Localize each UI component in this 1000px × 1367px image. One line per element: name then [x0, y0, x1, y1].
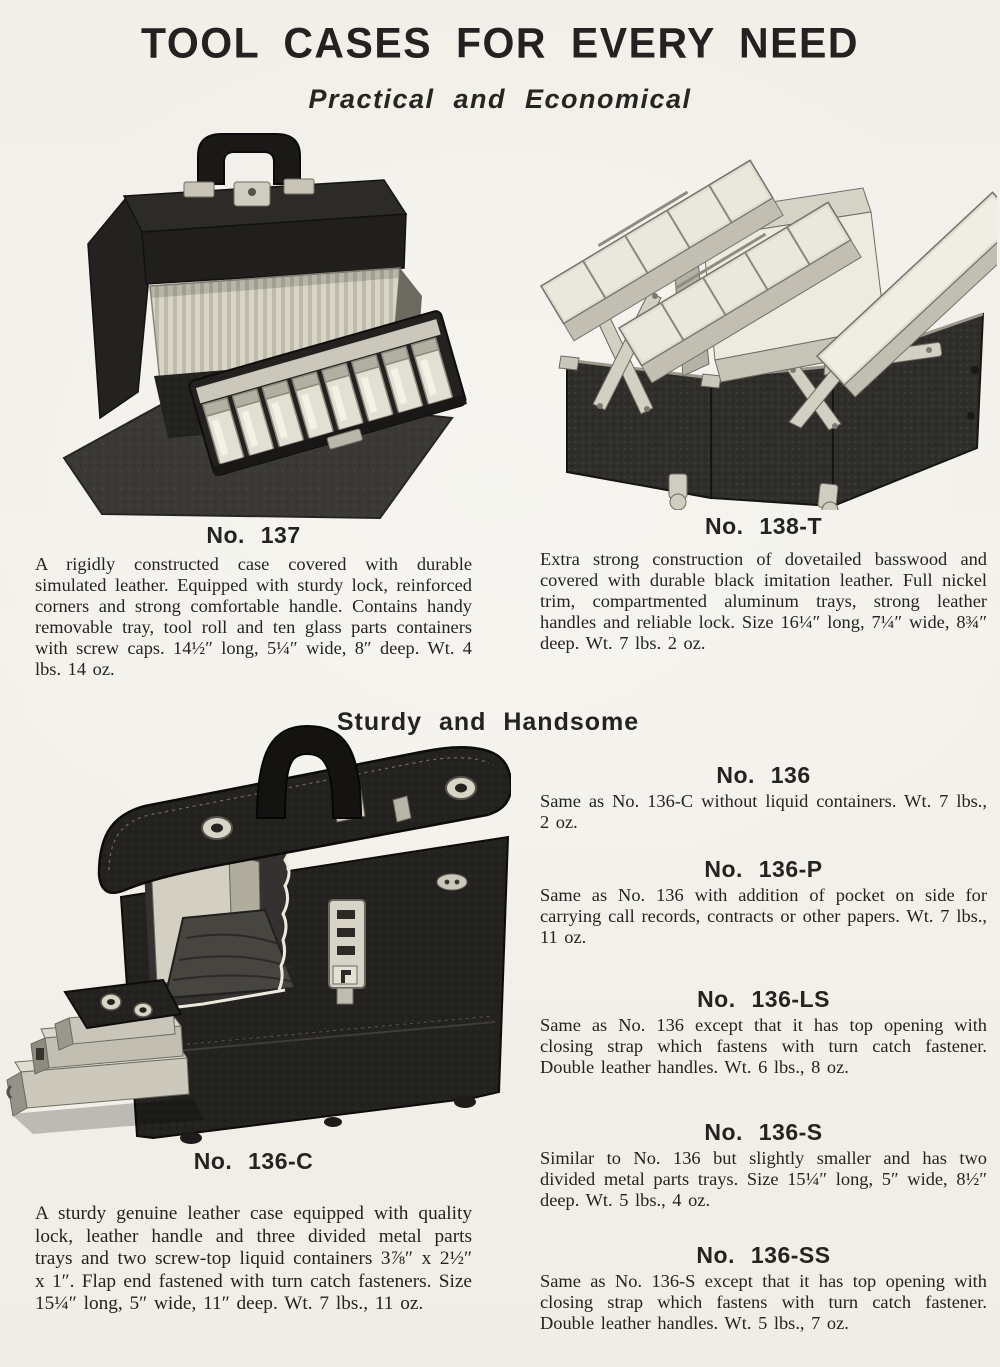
section-heading: Sturdy and Handsome: [336, 708, 640, 736]
product-description-136p: Same as No. 136 with addition of pocket on side for carrying call records, contracts or other papers. Wt. 7 lbs., 11 oz.: [540, 885, 987, 947]
product-name-136ls: No. 136-LS: [697, 986, 830, 1012]
product-description-136c: A sturdy genuine leather case equipped with quality lock, leather handle and three divided metal parts trays and two screw-top liquid containers 3⅞″ x 2½″ x 1″. Flap end fastened with turn catch fasteners. Size 15¼″ long, 5″ wide, 11″ deep. Wt. 7 lbs., 11 oz.: [35, 1203, 472, 1315]
page-subtitle: Practical and Economical: [308, 84, 692, 114]
page-title: TOOL CASES FOR EVERY NEED: [141, 19, 859, 67]
turn-catch-latch: [329, 900, 365, 1004]
brand-plate: [437, 874, 467, 890]
product-name-136: No. 136: [716, 762, 811, 788]
stepped-parts-trays: [7, 980, 203, 1134]
case-handle: [198, 134, 300, 184]
product-description-136ls: Same as No. 136 except that it has top opening with closing strap which fastens with turn catch fastener. Double leather handles. Wt. 6 lbs., 8 oz.: [540, 1015, 987, 1077]
product-description-138t: Extra strong construction of dovetailed basswood and covered with durable black imitation leather. Full nickel trim, compartmented aluminum trays, strong leather handles and reliable lock. Size 16¼″ long, 7¼″ wide, 8¾″ deep. Wt. 7 lbs. 2 oz.: [540, 549, 987, 653]
product-name-136s: No. 136-S: [704, 1119, 823, 1145]
product-photo-136c: [3, 722, 511, 1148]
product-photo-137: [38, 126, 478, 520]
product-name-136p: No. 136-P: [704, 856, 823, 882]
product-photo-138t: [525, 118, 997, 510]
tool-case-137-illustration: [38, 126, 478, 520]
product-description-136s: Similar to No. 136 but slightly smaller and has two divided metal parts trays. Size 15¼″ long, 5″ wide, 8½″ deep. Wt. 5 lbs., 4 oz.: [540, 1148, 987, 1210]
leather-case-136c-illustration: [3, 722, 511, 1148]
product-name-137: No. 137: [206, 522, 301, 548]
product-name-136c: No. 136-C: [193, 1148, 314, 1174]
product-description-136ss: Same as No. 136-S except that it has top opening with closing strap which fastens with turn catch fastener. Double leather handles. Wt. 5 lbs., 7 oz.: [540, 1271, 987, 1333]
tool-box-138t-illustration: [525, 118, 997, 510]
product-name-138t: No. 138-T: [704, 513, 823, 539]
product-description-136: Same as No. 136-C without liquid containers. Wt. 7 lbs., 2 oz.: [540, 791, 987, 832]
product-description-137: A rigidly constructed case covered with durable simulated leather. Equipped with sturdy lock, reinforced corners and strong comfortable handle. Contains handy removable tray, tool roll and ten glass parts containers with screw caps. 14½″ long, 5¼″ wide, 8″ deep. Wt. 4 lbs. 14 oz.: [35, 554, 472, 679]
product-name-136ss: No. 136-SS: [696, 1242, 831, 1268]
